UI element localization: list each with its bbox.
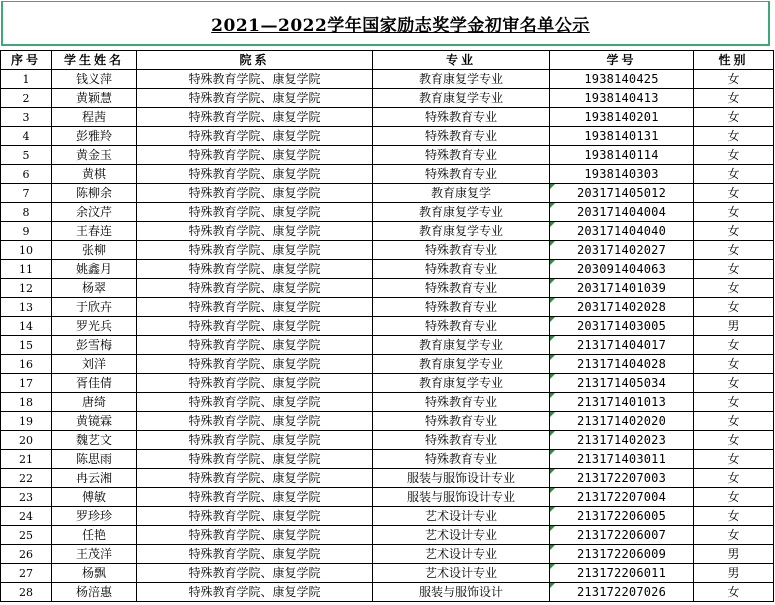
cell-major[interactable]: 特殊教育专业: [373, 146, 550, 165]
cell-name[interactable]: 杨飘: [52, 564, 137, 583]
cell-index[interactable]: 20: [1, 431, 52, 450]
cell-gender[interactable]: 女: [694, 526, 774, 545]
cell-index[interactable]: 12: [1, 279, 52, 298]
cell-college[interactable]: 特殊教育学院、康复学院: [137, 222, 373, 241]
cell-name[interactable]: 傅敏: [52, 488, 137, 507]
table-row: [1, 203, 774, 222]
cell-gender[interactable]: 女: [694, 222, 774, 241]
cell-college[interactable]: 特殊教育学院、康复学院: [137, 450, 373, 469]
cell-gender[interactable]: 女: [694, 127, 774, 146]
cell-major[interactable]: 服装与服饰设计专业: [373, 469, 550, 488]
cell-major[interactable]: 教育康复学专业: [373, 89, 550, 108]
cell-name[interactable]: 于欣卉: [52, 298, 137, 317]
cell-student-id[interactable]: 213171403011: [550, 450, 694, 469]
cell-index[interactable]: 15: [1, 336, 52, 355]
cell-major[interactable]: 教育康复学专业: [373, 203, 550, 222]
cell-name[interactable]: 胥佳倩: [52, 374, 137, 393]
cell-student-id[interactable]: 213172207004: [550, 488, 694, 507]
header-major[interactable]: 专业: [373, 51, 550, 70]
cell-college[interactable]: 特殊教育学院、康复学院: [137, 412, 373, 431]
cell-student-id[interactable]: 203091404063: [550, 260, 694, 279]
cell-gender[interactable]: 女: [694, 450, 774, 469]
cell-index[interactable]: 3: [1, 108, 52, 127]
table-row: [1, 127, 774, 146]
cell-name[interactable]: 张柳: [52, 241, 137, 260]
cell-gender[interactable]: 女: [694, 165, 774, 184]
cell-gender[interactable]: 女: [694, 336, 774, 355]
cell-major[interactable]: 艺术设计专业: [373, 507, 550, 526]
cell-major[interactable]: 教育康复学专业: [373, 374, 550, 393]
cell-student-id[interactable]: 213171404028: [550, 355, 694, 374]
table-row: [1, 241, 774, 260]
table-row: [1, 469, 774, 488]
cell-gender[interactable]: 男: [694, 317, 774, 336]
table-row: [1, 184, 774, 203]
cell-college[interactable]: 特殊教育学院、康复学院: [137, 583, 373, 602]
cell-index[interactable]: 16: [1, 355, 52, 374]
cell-gender[interactable]: 女: [694, 241, 774, 260]
cell-major[interactable]: 服装与服饰设计专业: [373, 488, 550, 507]
cell-major[interactable]: 艺术设计专业: [373, 545, 550, 564]
cell-college[interactable]: 特殊教育学院、康复学院: [137, 355, 373, 374]
cell-college[interactable]: 特殊教育学院、康复学院: [137, 279, 373, 298]
cell-index[interactable]: 2: [1, 89, 52, 108]
cell-index[interactable]: 18: [1, 393, 52, 412]
table-row: [1, 564, 774, 583]
cell-gender[interactable]: 女: [694, 393, 774, 412]
table-row: [1, 545, 774, 564]
cell-student-id[interactable]: 1938140425: [550, 70, 694, 89]
cell-index[interactable]: 24: [1, 507, 52, 526]
cell-major[interactable]: 教育康复学专业: [373, 355, 550, 374]
cell-college[interactable]: 特殊教育学院、康复学院: [137, 526, 373, 545]
cell-college[interactable]: 特殊教育学院、康复学院: [137, 146, 373, 165]
table-row: [1, 89, 774, 108]
cell-college[interactable]: 特殊教育学院、康复学院: [137, 241, 373, 260]
header-index[interactable]: 序号: [1, 51, 52, 70]
cell-index[interactable]: 10: [1, 241, 52, 260]
table-row: [1, 355, 774, 374]
cell-name[interactable]: 余汶芹: [52, 203, 137, 222]
cell-student-id[interactable]: 203171403005: [550, 317, 694, 336]
cell-college[interactable]: 特殊教育学院、康复学院: [137, 564, 373, 583]
cell-student-id[interactable]: 203171401039: [550, 279, 694, 298]
table-row: [1, 108, 774, 127]
cell-student-id[interactable]: 1938140201: [550, 108, 694, 127]
cell-college[interactable]: 特殊教育学院、康复学院: [137, 165, 373, 184]
cell-major[interactable]: 教育康复学专业: [373, 222, 550, 241]
cell-name[interactable]: 唐绮: [52, 393, 137, 412]
cell-gender[interactable]: 男: [694, 564, 774, 583]
cell-college[interactable]: 特殊教育学院、康复学院: [137, 488, 373, 507]
cell-major[interactable]: 服装与服饰设计: [373, 583, 550, 602]
table-row: [1, 431, 774, 450]
cell-college[interactable]: 特殊教育学院、康复学院: [137, 507, 373, 526]
cell-gender[interactable]: 女: [694, 488, 774, 507]
cell-name[interactable]: 姚鑫月: [52, 260, 137, 279]
cell-index[interactable]: 8: [1, 203, 52, 222]
title-cell[interactable]: [1, 1, 770, 46]
cell-student-id[interactable]: 213171402020: [550, 412, 694, 431]
cell-student-id[interactable]: 213172206005: [550, 507, 694, 526]
cell-student-id[interactable]: 213171402023: [550, 431, 694, 450]
table-row: [1, 279, 774, 298]
cell-name[interactable]: 杨涪惠: [52, 583, 137, 602]
cell-major[interactable]: 特殊教育专业: [373, 393, 550, 412]
cell-index[interactable]: 21: [1, 450, 52, 469]
cell-student-id[interactable]: 213172207026: [550, 583, 694, 602]
cell-index[interactable]: 1: [1, 70, 52, 89]
cell-gender[interactable]: 女: [694, 374, 774, 393]
cell-gender[interactable]: 男: [694, 545, 774, 564]
table-row: [1, 393, 774, 412]
cell-name[interactable]: 杨翠: [52, 279, 137, 298]
cell-student-id[interactable]: 213171401013: [550, 393, 694, 412]
cell-name[interactable]: 黄金玉: [52, 146, 137, 165]
cell-major[interactable]: 特殊教育专业: [373, 260, 550, 279]
table-row: [1, 260, 774, 279]
cell-index[interactable]: 13: [1, 298, 52, 317]
cell-gender[interactable]: 女: [694, 469, 774, 488]
table-row: [1, 336, 774, 355]
cell-gender[interactable]: 女: [694, 203, 774, 222]
cell-major[interactable]: 特殊教育专业: [373, 127, 550, 146]
cell-gender[interactable]: 女: [694, 298, 774, 317]
cell-name[interactable]: 程茜: [52, 108, 137, 127]
cell-name[interactable]: 黄颖慧: [52, 89, 137, 108]
cell-name[interactable]: 罗珍珍: [52, 507, 137, 526]
cell-name[interactable]: 彭雅羚: [52, 127, 137, 146]
cell-college[interactable]: 特殊教育学院、康复学院: [137, 393, 373, 412]
cell-major[interactable]: 特殊教育专业: [373, 298, 550, 317]
cell-college[interactable]: 特殊教育学院、康复学院: [137, 70, 373, 89]
cell-college[interactable]: 特殊教育学院、康复学院: [137, 203, 373, 222]
cell-gender[interactable]: 女: [694, 184, 774, 203]
cell-name[interactable]: 冉云湘: [52, 469, 137, 488]
cell-index[interactable]: 26: [1, 545, 52, 564]
table-row: [1, 70, 774, 89]
cell-gender[interactable]: 女: [694, 431, 774, 450]
cell-major[interactable]: 特殊教育专业: [373, 431, 550, 450]
table-row: [1, 526, 774, 545]
page-title: 2021—2022学年国家励志奖学金初审名单公示: [211, 15, 590, 36]
cell-index[interactable]: 17: [1, 374, 52, 393]
cell-name[interactable]: 彭雪梅: [52, 336, 137, 355]
cell-name[interactable]: 钱义萍: [52, 70, 137, 89]
table-row: [1, 165, 774, 184]
header-row: [1, 51, 774, 70]
cell-name[interactable]: 王茂洋: [52, 545, 137, 564]
cell-index[interactable]: 28: [1, 583, 52, 602]
header-college[interactable]: 院系: [137, 51, 373, 70]
header-name[interactable]: 学生姓名: [52, 51, 137, 70]
cell-gender[interactable]: 女: [694, 583, 774, 602]
table-row: [1, 374, 774, 393]
cell-gender[interactable]: 女: [694, 108, 774, 127]
cell-major[interactable]: 特殊教育专业: [373, 165, 550, 184]
cell-college[interactable]: 特殊教育学院、康复学院: [137, 260, 373, 279]
cell-index[interactable]: 14: [1, 317, 52, 336]
cell-major[interactable]: 特殊教育专业: [373, 108, 550, 127]
cell-name[interactable]: 陈思雨: [52, 450, 137, 469]
cell-major[interactable]: 特殊教育专业: [373, 279, 550, 298]
cell-index[interactable]: 9: [1, 222, 52, 241]
table-row: [1, 222, 774, 241]
cell-gender[interactable]: 女: [694, 355, 774, 374]
cell-major[interactable]: 特殊教育专业: [373, 317, 550, 336]
cell-index[interactable]: 11: [1, 260, 52, 279]
cell-major[interactable]: 艺术设计专业: [373, 526, 550, 545]
cell-college[interactable]: 特殊教育学院、康复学院: [137, 127, 373, 146]
cell-index[interactable]: 5: [1, 146, 52, 165]
cell-index[interactable]: 4: [1, 127, 52, 146]
cell-student-id[interactable]: 213172206007: [550, 526, 694, 545]
cell-student-id[interactable]: 1938140131: [550, 127, 694, 146]
cell-index[interactable]: 7: [1, 184, 52, 203]
cell-major[interactable]: 特殊教育专业: [373, 241, 550, 260]
cell-gender[interactable]: 女: [694, 89, 774, 108]
cell-name[interactable]: 罗光兵: [52, 317, 137, 336]
cell-college[interactable]: 特殊教育学院、康复学院: [137, 545, 373, 564]
cell-student-id[interactable]: 203171402027: [550, 241, 694, 260]
cell-name[interactable]: 魏艺文: [52, 431, 137, 450]
cell-major[interactable]: 特殊教育专业: [373, 450, 550, 469]
cell-student-id[interactable]: 203171404004: [550, 203, 694, 222]
cell-student-id[interactable]: 1938140413: [550, 89, 694, 108]
scholarship-table: [0, 50, 774, 602]
cell-student-id[interactable]: 213172206011: [550, 564, 694, 583]
cell-college[interactable]: 特殊教育学院、康复学院: [137, 317, 373, 336]
cell-name[interactable]: 黄镜霖: [52, 412, 137, 431]
cell-major[interactable]: 特殊教育专业: [373, 412, 550, 431]
cell-major[interactable]: 教育康复学专业: [373, 70, 550, 89]
cell-student-id[interactable]: 213171404017: [550, 336, 694, 355]
cell-college[interactable]: 特殊教育学院、康复学院: [137, 89, 373, 108]
cell-gender[interactable]: 女: [694, 70, 774, 89]
cell-student-id[interactable]: 203171404040: [550, 222, 694, 241]
cell-student-id[interactable]: 1938140114: [550, 146, 694, 165]
cell-major[interactable]: 教育康复学专业: [373, 336, 550, 355]
cell-gender[interactable]: 女: [694, 260, 774, 279]
cell-name[interactable]: 任艳: [52, 526, 137, 545]
cell-college[interactable]: 特殊教育学院、康复学院: [137, 108, 373, 127]
cell-index[interactable]: 22: [1, 469, 52, 488]
cell-gender[interactable]: 女: [694, 279, 774, 298]
header-gender[interactable]: 性别: [694, 51, 774, 70]
cell-student-id[interactable]: 203171405012: [550, 184, 694, 203]
cell-college[interactable]: 特殊教育学院、康复学院: [137, 374, 373, 393]
cell-name[interactable]: 黄棋: [52, 165, 137, 184]
cell-index[interactable]: 27: [1, 564, 52, 583]
cell-gender[interactable]: 女: [694, 507, 774, 526]
cell-index[interactable]: 6: [1, 165, 52, 184]
table-row: [1, 507, 774, 526]
cell-student-id[interactable]: 213171405034: [550, 374, 694, 393]
cell-college[interactable]: 特殊教育学院、康复学院: [137, 431, 373, 450]
table-row: [1, 298, 774, 317]
table-row: [1, 583, 774, 602]
cell-name[interactable]: 王春连: [52, 222, 137, 241]
cell-college[interactable]: 特殊教育学院、康复学院: [137, 184, 373, 203]
cell-major[interactable]: 艺术设计专业: [373, 564, 550, 583]
table-row: [1, 450, 774, 469]
cell-student-id[interactable]: 203171402028: [550, 298, 694, 317]
table-row: [1, 488, 774, 507]
cell-name[interactable]: 陈柳余: [52, 184, 137, 203]
cell-student-id[interactable]: 1938140303: [550, 165, 694, 184]
cell-college[interactable]: 特殊教育学院、康复学院: [137, 336, 373, 355]
cell-index[interactable]: 19: [1, 412, 52, 431]
cell-college[interactable]: 特殊教育学院、康复学院: [137, 298, 373, 317]
cell-index[interactable]: 25: [1, 526, 52, 545]
table-row: [1, 317, 774, 336]
cell-name[interactable]: 刘洋: [52, 355, 137, 374]
cell-major[interactable]: 教育康复学: [373, 184, 550, 203]
header-student-id[interactable]: 学号: [550, 51, 694, 70]
table-row: [1, 412, 774, 431]
cell-gender[interactable]: 女: [694, 412, 774, 431]
cell-index[interactable]: 23: [1, 488, 52, 507]
table-row: [1, 146, 774, 165]
cell-gender[interactable]: 女: [694, 146, 774, 165]
cell-student-id[interactable]: 213172207003: [550, 469, 694, 488]
cell-student-id[interactable]: 213172206009: [550, 545, 694, 564]
cell-college[interactable]: 特殊教育学院、康复学院: [137, 469, 373, 488]
